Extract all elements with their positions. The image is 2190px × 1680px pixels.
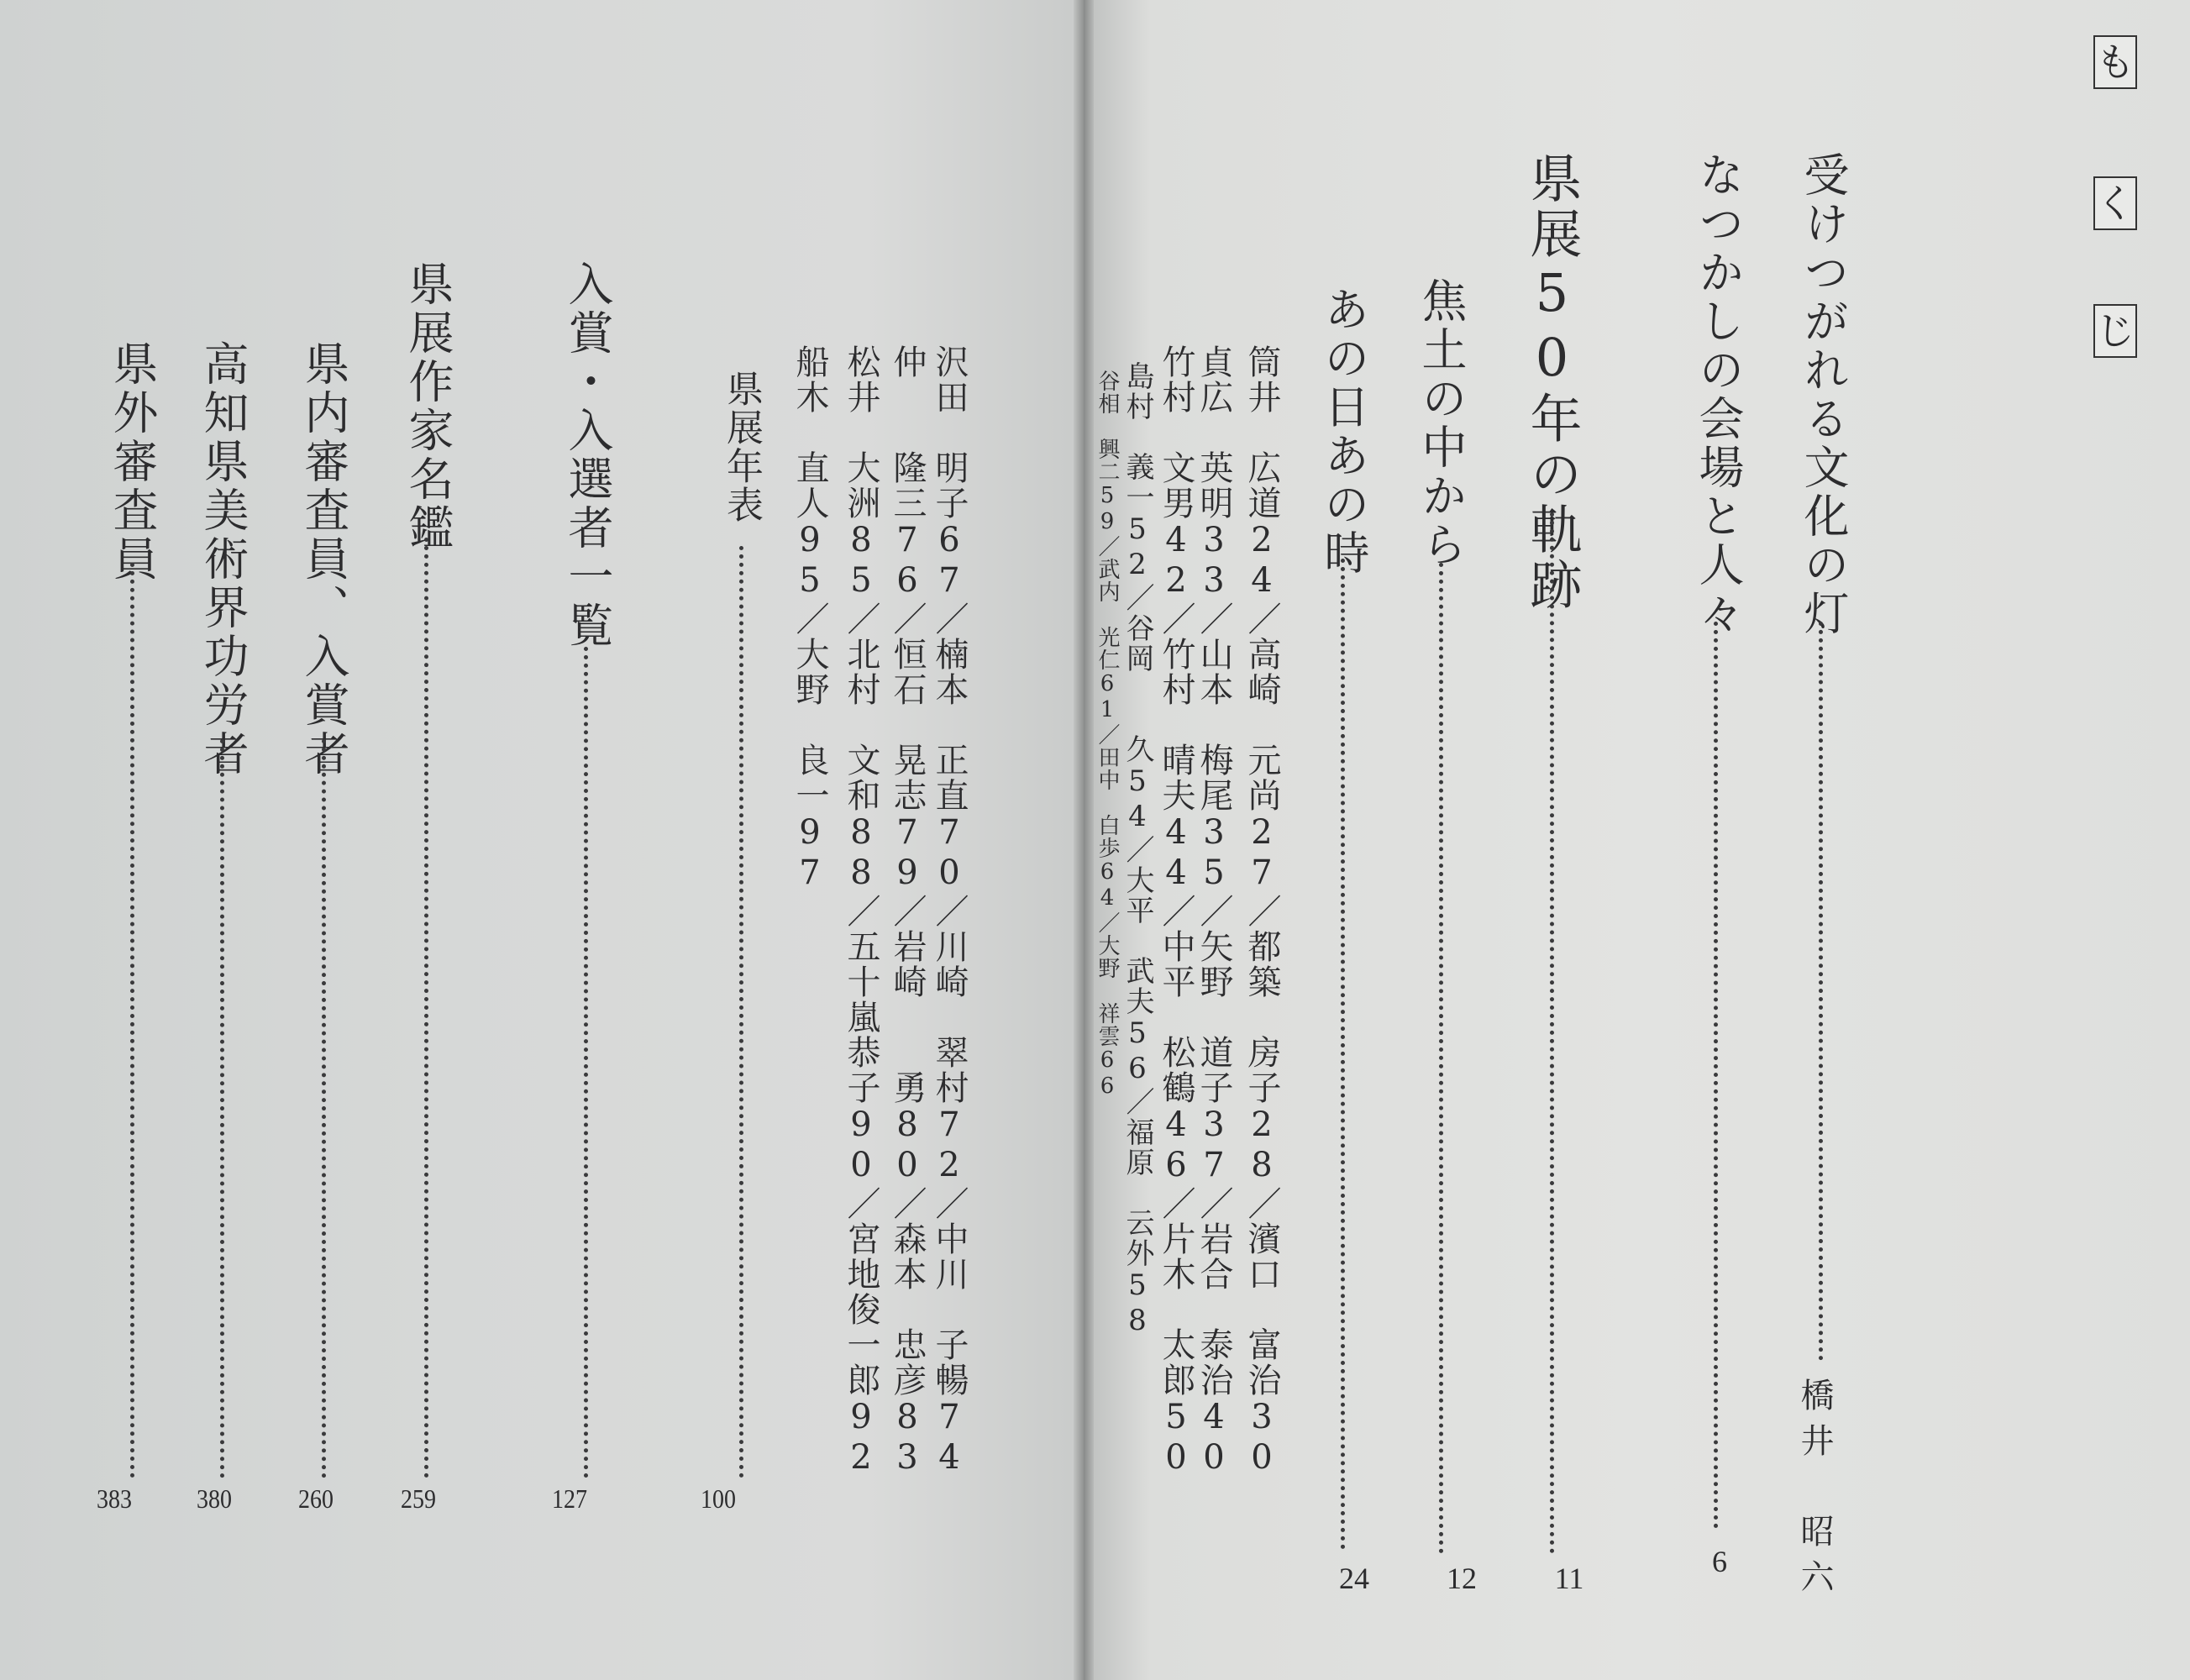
- toc-entry-title: 入賞・入選者一覧: [561, 260, 614, 650]
- toc-page-number: 259: [401, 1484, 436, 1515]
- contributor-list: 貞広 英明33／山本 梅尾35／矢野 道子37／岩合 泰治40: [1195, 344, 1233, 1478]
- toc-page-number: 383: [97, 1484, 132, 1515]
- toc-entry-title: 高知県美術界功労者: [197, 340, 249, 779]
- toc-entry-title: 県展50年の軌跡: [1521, 151, 1583, 613]
- toc-entry-title: なつかしの会場と人々: [1692, 151, 1745, 638]
- toc-leader: [1550, 512, 1554, 1554]
- toc-leader: [1341, 559, 1345, 1550]
- contributor-list: 船木 直人95／大野 良一97: [790, 344, 829, 894]
- contributor-list: 仲 隆三76／恒石 晃志79／岩崎 勇80／森本 忠彦83: [888, 344, 927, 1478]
- toc-page-number: 24: [1339, 1562, 1369, 1595]
- toc-page-number: 6: [1712, 1545, 1727, 1578]
- heading-char-mo: も: [2093, 35, 2137, 89]
- toc-page-number: 127: [552, 1484, 587, 1515]
- contributor-list: 筒井 広道24／高崎 元尚27／都築 房子28／濱口 富治30: [1242, 344, 1281, 1478]
- contributor-list: 松井 大洲85／北村 文和88／五十嵐恭子90／宮地俊一郎92: [842, 344, 880, 1478]
- toc-page-number: 11: [1554, 1562, 1584, 1595]
- heading-char-ku: く: [2093, 176, 2137, 230]
- toc-entry-title: 県内審査員、入賞者: [297, 340, 350, 779]
- toc-leader: [424, 538, 428, 1478]
- heading-char-ji: じ: [2093, 304, 2137, 358]
- contributor-list: 谷相 興二59／武内 光仁61／田中 白歩64／大野 祥雲66: [1095, 370, 1120, 1100]
- toc-leader: [220, 739, 224, 1478]
- toc-leader: [1439, 563, 1443, 1554]
- book-gutter: [1074, 0, 1094, 1680]
- toc-entry-title: 県外審査員: [106, 340, 159, 584]
- toc-page-number: 380: [197, 1484, 232, 1515]
- toc-page-number: 100: [701, 1484, 736, 1515]
- toc-entry-title: あの日あの時: [1317, 286, 1370, 578]
- toc-leader: [1714, 622, 1718, 1529]
- toc-leader: [739, 546, 743, 1478]
- toc-leader: [130, 563, 134, 1478]
- toc-leader: [322, 739, 326, 1478]
- toc-entry-title: 受けつがれる文化の灯: [1797, 151, 1850, 638]
- toc-leader: [1819, 622, 1823, 1361]
- toc-entry-title: 県展年表: [720, 370, 763, 524]
- toc-page-number: 12: [1447, 1562, 1477, 1595]
- toc-entry-title: 焦土の中から: [1415, 277, 1468, 570]
- contributor-list: 島村 義一52／谷岡 久54／大平 武夫56／福原 云外58: [1121, 361, 1154, 1339]
- contributor-list: 沢田 明子67／楠本 正直70／川崎 翠村72／中川 子暢74: [930, 344, 969, 1478]
- toc-page-number: 260: [298, 1484, 333, 1515]
- toc-entry-title: 県展作家名鑑: [402, 260, 454, 553]
- contributor-list: 竹村 文男42／竹村 晴夫44／中平 松鶴46／片木 太郎50: [1157, 344, 1195, 1478]
- toc-author: 橋井 昭六: [1795, 1378, 1834, 1604]
- toc-leader: [584, 647, 588, 1478]
